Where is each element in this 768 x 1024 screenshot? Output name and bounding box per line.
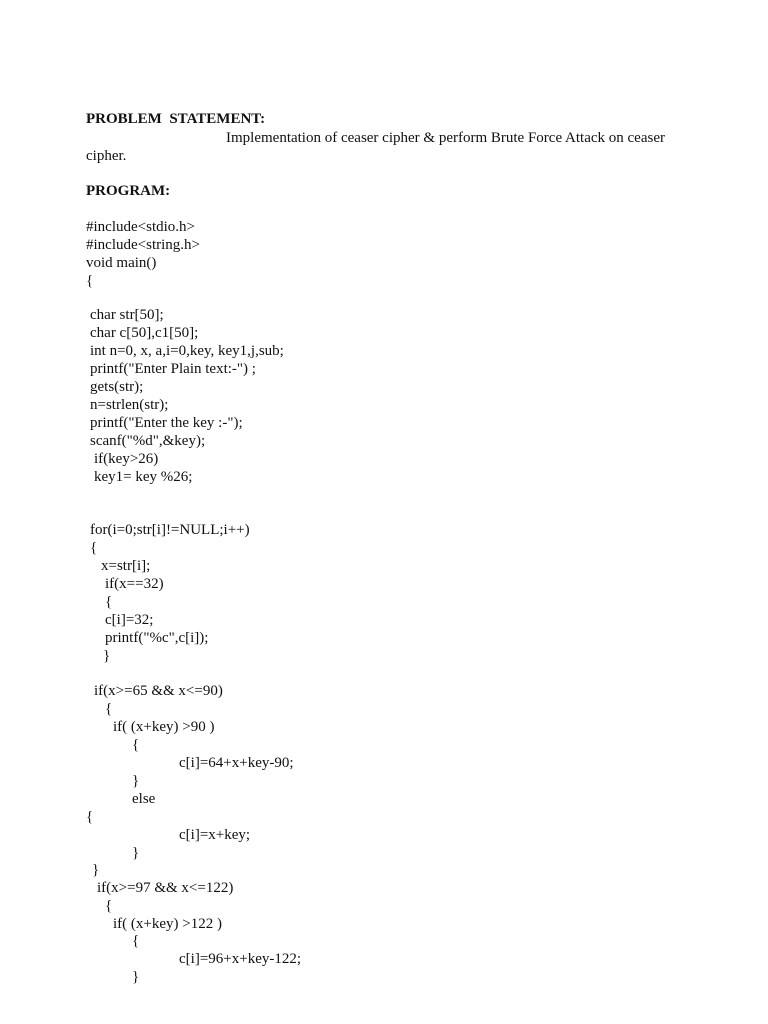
code-line: if( (x+key) >122 ) xyxy=(113,916,222,932)
code-line: if( (x+key) >90 ) xyxy=(113,719,215,735)
program-heading: PROGRAM: xyxy=(86,183,171,199)
code-line: else xyxy=(132,791,156,807)
code-line: key1= key %26; xyxy=(94,469,193,485)
code-line: char c[50],c1[50]; xyxy=(90,325,199,341)
code-line: c[i]=32; xyxy=(105,612,154,628)
code-line: if(key>26) xyxy=(94,451,159,467)
code-line: { xyxy=(86,273,94,289)
code-line: } xyxy=(132,969,140,985)
code-line: printf("%c",c[i]); xyxy=(105,630,209,646)
code-line: int n=0, x, a,i=0,key, key1,j,sub; xyxy=(90,343,284,359)
code-line: gets(str); xyxy=(90,379,144,395)
code-line: scanf("%d",&key); xyxy=(90,433,206,449)
problem-statement-text-line1: Implementation of ceaser cipher & perform Brute Force Attack on ceaser xyxy=(226,130,665,146)
code-line: void main() xyxy=(86,255,157,271)
code-line: } xyxy=(92,862,100,878)
code-line: char str[50]; xyxy=(90,307,164,323)
code-line: c[i]=64+x+key-90; xyxy=(179,755,294,771)
code-line: for(i=0;str[i]!=NULL;i++) xyxy=(90,522,250,538)
code-line: #include<stdio.h> xyxy=(86,219,195,235)
code-line: { xyxy=(105,701,113,717)
code-line: { xyxy=(90,540,98,556)
code-line: if(x>=97 && x<=122) xyxy=(97,880,234,896)
code-line: x=str[i]; xyxy=(101,558,151,574)
code-line: { xyxy=(86,809,94,825)
code-line: #include<string.h> xyxy=(86,237,200,253)
code-line: if(x>=65 && x<=90) xyxy=(94,683,223,699)
code-line: c[i]=96+x+key-122; xyxy=(179,951,302,967)
code-line: } xyxy=(132,845,140,861)
code-line: { xyxy=(105,898,113,914)
code-line: n=strlen(str); xyxy=(90,397,169,413)
code-line: c[i]=x+key; xyxy=(179,827,251,843)
code-line: } xyxy=(132,773,140,789)
code-line: { xyxy=(132,933,140,949)
problem-statement-heading: PROBLEM STATEMENT: xyxy=(86,111,266,127)
code-line: printf("Enter Plain text:-") ; xyxy=(90,361,256,377)
code-line: if(x==32) xyxy=(105,576,164,592)
code-line: printf("Enter the key :-"); xyxy=(90,415,243,431)
code-line: { xyxy=(105,594,113,610)
problem-statement-text-line2: cipher. xyxy=(86,148,127,164)
code-line: { xyxy=(132,737,140,753)
code-line: } xyxy=(103,648,111,664)
